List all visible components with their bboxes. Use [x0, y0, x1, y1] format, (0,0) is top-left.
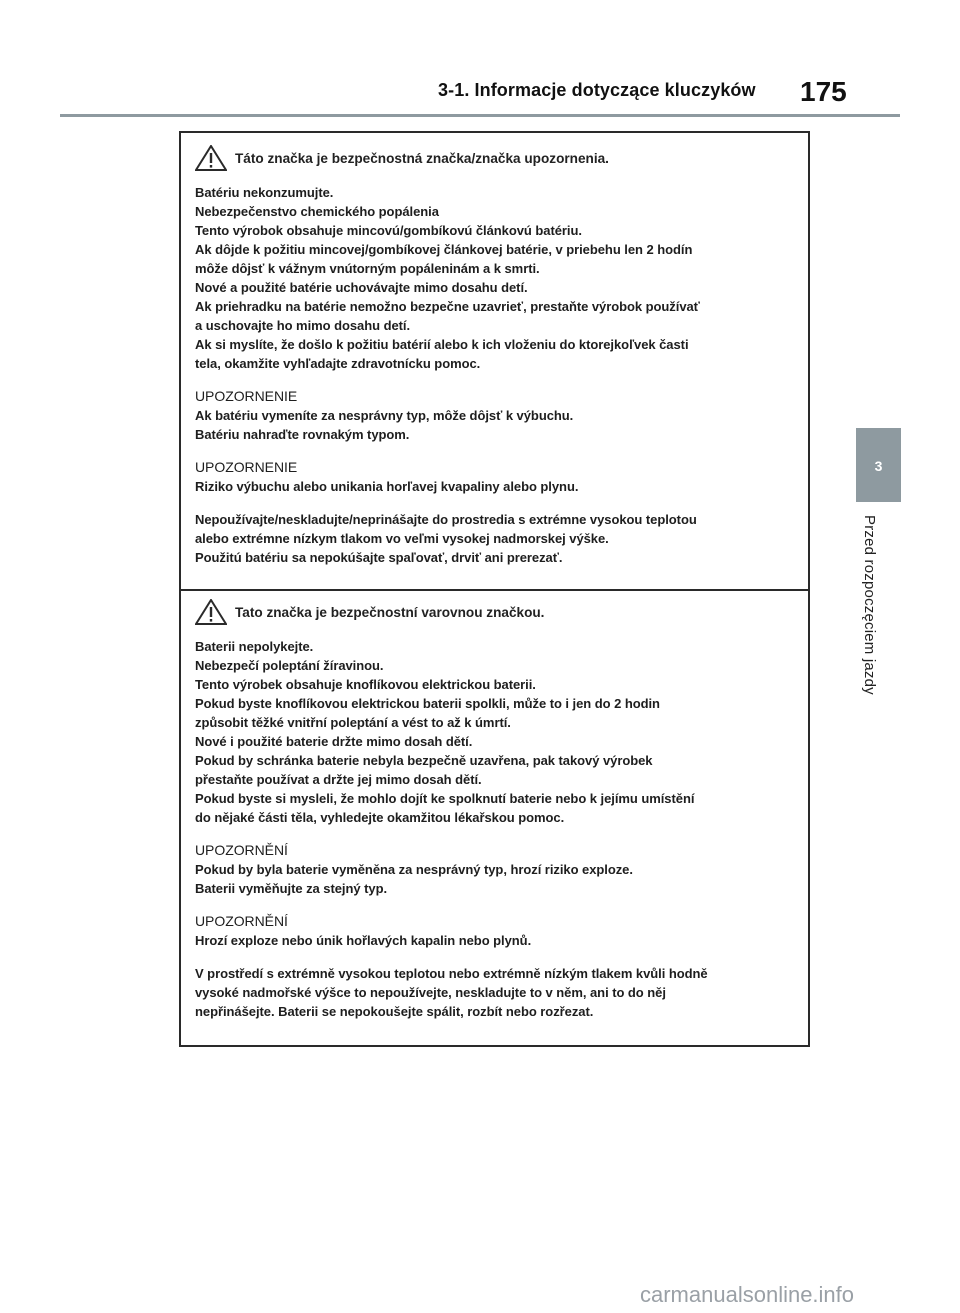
text-line: Nebezpečenstvo chemického popálenia: [195, 204, 439, 219]
text-line: Ak si myslíte, že došlo k požitiu batérií alebo k ich vloženiu do ktorejkoľvek časti: [195, 337, 689, 352]
caution-heading: UPOZORNENIE: [195, 459, 298, 475]
warning-title: Tato značka je bezpečnostní varovnou značkou.: [235, 604, 545, 620]
caution-heading: UPOZORNĚNÍ: [195, 842, 288, 858]
section-title: 3-1. Informacje dotyczące kluczyków: [438, 80, 756, 100]
text-line: Pokud by byla baterie vyměněna za nesprávný typ, hrozí riziko exploze.: [195, 862, 633, 877]
paragraph: [195, 841, 795, 898]
text-line: Pokud by schránka baterie nebyla bezpečně uzavřena, pak takový výrobek: [195, 753, 653, 768]
text-line: Nebezpečí poleptání žíravinou.: [195, 658, 384, 673]
warning-header: [195, 597, 795, 627]
text-line: Pokud byste si mysleli, že mohlo dojít ke spolknutí baterie nebo k jejímu umístění: [195, 791, 695, 806]
text-line: nepřinášejte. Baterii se nepokoušejte spálit, rozbít nebo rozřezat.: [195, 1004, 594, 1019]
warning-header: [195, 143, 795, 173]
text-line: alebo extrémne nízkym tlakom vo veľmi vysokej nadmorskej výške.: [195, 531, 609, 546]
warning-triangle-icon: [195, 145, 227, 171]
paragraph: [195, 458, 795, 496]
page-number: 175: [800, 76, 847, 107]
caution-heading: UPOZORNENIE: [195, 388, 298, 404]
paragraph: [195, 637, 795, 827]
text-line: a uschovajte ho mimo dosahu detí.: [195, 318, 411, 333]
text-line: tela, okamžite vyhľadajte zdravotnícku pomoc.: [195, 356, 481, 371]
header-rule: [60, 114, 900, 117]
text-line: Batériu nahraďte rovnakým typom.: [195, 427, 410, 442]
text-line: Ak priehradku na batérie nemožno bezpečne uzavrieť, prestaňte výrobok používať: [195, 299, 700, 314]
chapter-number: 3: [874, 458, 883, 474]
paragraph: [195, 510, 795, 567]
chapter-tab: [856, 428, 901, 502]
warning-title: Táto značka je bezpečnostná značka/značka upozornenia.: [235, 150, 609, 166]
watermark: carmanualsonline.info: [640, 1282, 855, 1307]
paragraph: [195, 912, 795, 950]
slovak-section: [195, 143, 795, 581]
czech-section: [195, 597, 795, 1035]
paragraph: [195, 387, 795, 444]
text-line: Baterii vyměňujte za stejný typ.: [195, 881, 388, 896]
text-line: Nové a použité batérie uchovávajte mimo dosahu detí.: [195, 280, 528, 295]
text-line: Ak batériu vymeníte za nesprávny typ, môže dôjsť k výbuchu.: [195, 408, 574, 423]
text-line: Tento výrobek obsahuje knoflíkovou elektrickou baterii.: [195, 677, 536, 692]
text-line: Ak dôjde k požitiu mincovej/gombíkovej článkovej batérie, v priebehu len 2 hodín: [195, 242, 693, 257]
text-line: Použitú batériu sa nepokúšajte spaľovať, drviť ani prerezať.: [195, 550, 563, 565]
paragraph: [195, 964, 795, 1021]
text-line: Nové i použité baterie držte mimo dosah dětí.: [195, 734, 473, 749]
paragraph: [195, 183, 795, 373]
text-line: přestaňte používat a držte jej mimo dosah dětí.: [195, 772, 482, 787]
text-line: Batériu nekonzumujte.: [195, 185, 334, 200]
warning-notice-box: [179, 131, 810, 1047]
box-divider: [181, 589, 808, 591]
text-line: Pokud byste knoflíkovou elektrickou baterii spolkli, může to i jen do 2 hodin: [195, 696, 660, 711]
text-line: V prostředí s extrémně vysokou teplotou nebo extrémně nízkým tlakem kvůli hodně: [195, 966, 708, 981]
text-line: do nějaké části těla, vyhledejte okamžitou lékařskou pomoc.: [195, 810, 565, 825]
text-line: môže dôjsť k vážnym vnútorným popáleninám a k smrti.: [195, 261, 540, 276]
warning-triangle-icon: [195, 599, 227, 625]
text-line: vysoké nadmořské výšce to nepoužívejte, neskladujte to v něm, ani to do něj: [195, 985, 666, 1000]
text-line: Tento výrobok obsahuje mincovú/gombíkovú článkovú batériu.: [195, 223, 582, 238]
text-line: Baterii nepolykejte.: [195, 639, 314, 654]
caution-heading: UPOZORNĚNÍ: [195, 913, 288, 929]
chapter-label: Przed rozpoczęciem jazdy: [861, 515, 878, 695]
text-line: Hrozí exploze nebo únik hořlavých kapalin nebo plynů.: [195, 933, 532, 948]
text-line: Nepoužívajte/neskladujte/neprinášajte do prostredia s extrémne vysokou teplotou: [195, 512, 697, 527]
text-line: způsobit těžké vnitřní poleptání a vést to až k úmrtí.: [195, 715, 511, 730]
text-line: Riziko výbuchu alebo unikania horľavej kvapaliny alebo plynu.: [195, 479, 579, 494]
